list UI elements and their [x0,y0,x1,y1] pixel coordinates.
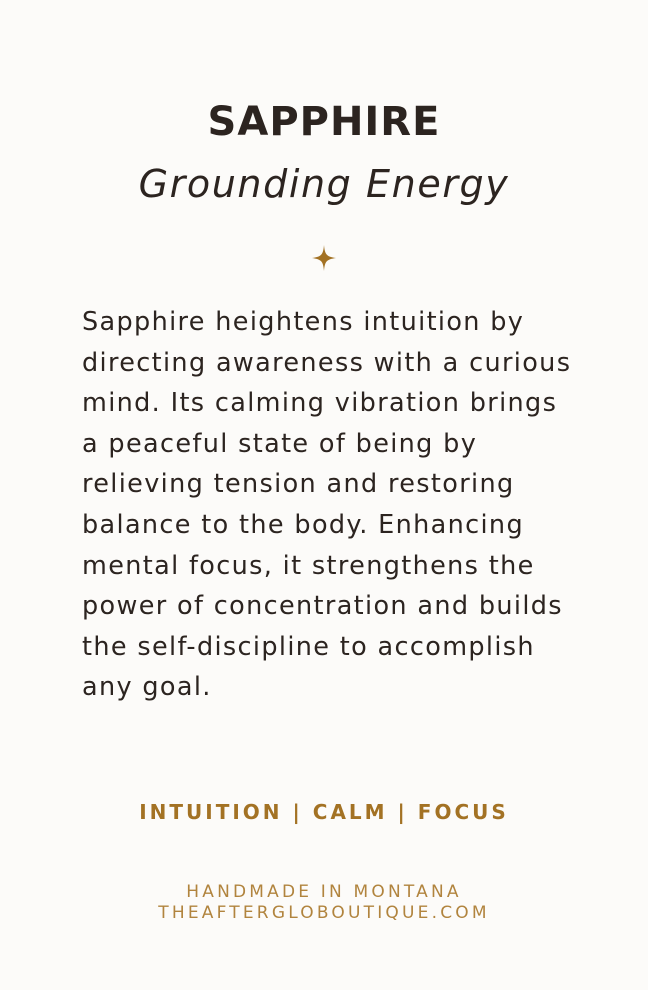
footer [0,882,648,924]
stone-description: Sapphire heightens intuition by directing awareness with a curious mind. Its calming vibration brings a peaceful state of being by relieving tension and restoring balance to the body. Enhancing mental focus, it strengthens the power of concentration and builds the self-discipline to accomplish any goal. [82,307,572,703]
stone-keywords: INTUITION | CALM | FOCUS [139,800,509,824]
stone-subtitle: Grounding Energy [138,162,510,206]
stone-title: SAPPHIRE [207,99,441,145]
footer-website: THEAFTERGLOBOUTIQUE.COM [158,903,490,923]
footer-origin: HANDMADE IN MONTANA [186,882,462,902]
sparkle-icon [312,245,336,271]
